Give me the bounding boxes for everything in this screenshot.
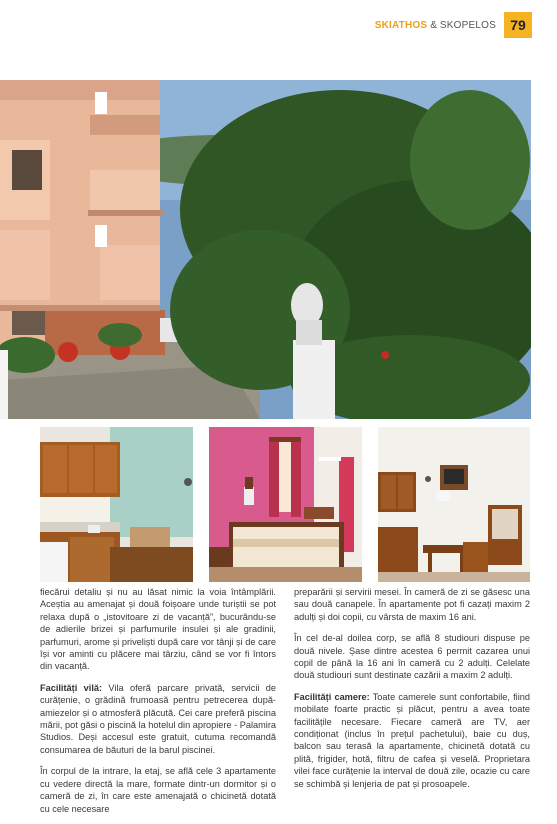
kitchenette-photo: [40, 427, 193, 582]
room-facilities-label: Facilități camere:: [294, 691, 370, 702]
page-number: 79: [504, 12, 532, 38]
header-ampersand: &: [430, 19, 437, 31]
room-facilities-paragraph: [294, 691, 530, 790]
header-destination: SKOPELOS: [439, 19, 496, 31]
pink-bedroom-photo: [209, 427, 362, 582]
studios-paragraph: În cel de-al doilea corp, se află 8 studiouri dispuse pe două nivele. Șase dintre acestea 6 permit cazarea unui copil de până la 16 ani în cameră cu 2 adulți. Celelate două studiouri sunt destinate cazării a maxim 2 adulți.: [294, 633, 530, 681]
left-text-column: [40, 586, 276, 824]
studio-room-photo: [378, 427, 530, 582]
right-text-column: [294, 586, 530, 799]
page-header: [375, 12, 532, 38]
apartments-paragraph: În corpul de la intrare, la etaj, se află cele 3 apartamente cu vedere directă la mare, formate dintr-un dormitor și o cameră de zi, în care este amenajată o chicinetă dotată cu cele necesare: [40, 766, 276, 814]
room-facilities-text: Toate camerele sunt confortabile, fiind mobilate foarte practic și plăcut, pentru a avea toate facilitățile necesare. Fiecare cameră are TV, aer condiționat (inclus în prețul pachetului), baie cu duș, balcon sau terasă la apartamente, chicinetă dotată cu plită, frigider, hotă, filtru de cafea și veselă. Proprietara vilei face curățenie la interval de două zile, ocazie cu care se schimbă și lenjeria de pat și prosoapele.: [294, 691, 530, 789]
villa-facilities-paragraph: [40, 682, 276, 756]
header-destination-accent: SKIATHOS: [374, 19, 428, 31]
villa-facilities-text: Vila oferă parcare privată, servicii de curățenie, o grădină frumoasă pentru petrecerea după-amiezelor și o atmosferă plăcută. Cei care preferă piscina mării, pot găsi o piscină la hotelul din apropiere - Palamira Studios. Deși accesul este gratuit, cutuma recomandă consumarea de băuturi de la barul piscinei.: [40, 682, 276, 755]
villa-exterior-photo: [0, 80, 531, 419]
villa-facilities-label: Facilități vilă:: [40, 682, 103, 693]
intro-paragraph: fiecărui detaliu și nu au lăsat nimic la voia întâmplării. Aceștia au amenajat și două foișoare unde turiștii se pot relaxa după o „istovitoare zi de vacanță”, bucurându-se de adierile brizei și parfumurile insulei și ale gradinii, parfumuri, arome și priveliști după care vor tânji și de care își vor aminti cu plăcere mai târziu, când se vor fi întors din vacanță.: [40, 587, 276, 672]
kitchen-paragraph: preparării și servirii mesei. În cameră de zi se găsesc una sau două canapele. În apartamente pot fi cazați maxim 2 adulți și doi copii, cu vârsta de maxim 16 ani.: [294, 587, 530, 622]
